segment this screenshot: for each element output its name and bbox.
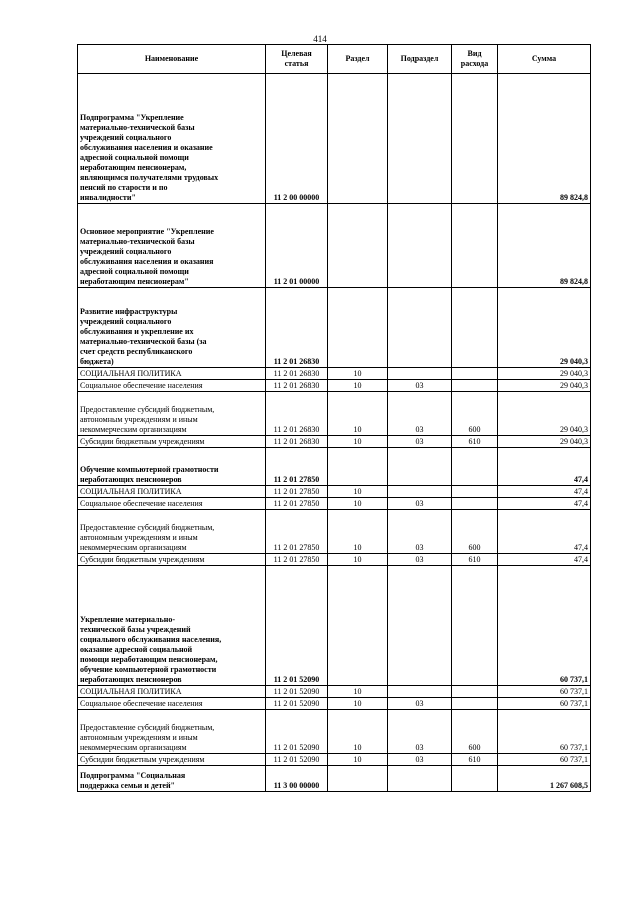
header-type: Вид расхода xyxy=(452,45,498,74)
row-name: Подпрограмма "Социальная поддержка семьи и детей" xyxy=(78,766,266,792)
row-amount: 60 737,1 xyxy=(498,698,591,710)
budget-table xyxy=(77,44,591,792)
row-amount: 47,4 xyxy=(498,486,591,498)
table-row xyxy=(78,510,591,554)
row-name: Предоставление субсидий бюджетным, автономным учреждениям и иным некоммерческим организациям xyxy=(78,392,266,436)
row-target: 11 2 01 27850 xyxy=(266,510,328,554)
table-row xyxy=(78,486,591,498)
table-row xyxy=(78,554,591,566)
row-amount: 29 040,3 xyxy=(498,288,591,368)
row-subsection xyxy=(388,566,452,686)
row-subsection: 03 xyxy=(388,392,452,436)
row-amount: 29 040,3 xyxy=(498,392,591,436)
row-subsection: 03 xyxy=(388,510,452,554)
row-amount: 89 824,8 xyxy=(498,74,591,204)
row-target: 11 2 01 52090 xyxy=(266,686,328,698)
table-row xyxy=(78,436,591,448)
row-type: 610 xyxy=(452,436,498,448)
row-name: Подпрограмма "Укрепление материально-технической базы учреждений социального обслуживания населения и оказание адресной социальной помощи неработающим пенсионерам, являющимся получателями трудовых пенсий по старости и по инвалидности" xyxy=(78,74,266,204)
header-section: Раздел xyxy=(328,45,388,74)
row-section: 10 xyxy=(328,710,388,754)
row-type xyxy=(452,448,498,486)
row-name: Предоставление субсидий бюджетным, автономным учреждениям и иным некоммерческим организациям xyxy=(78,710,266,754)
row-section xyxy=(328,288,388,368)
row-type xyxy=(452,204,498,288)
table-row xyxy=(78,498,591,510)
row-type xyxy=(452,498,498,510)
row-section xyxy=(328,204,388,288)
row-subsection xyxy=(388,486,452,498)
row-subsection xyxy=(388,288,452,368)
row-name: СОЦИАЛЬНАЯ ПОЛИТИКА xyxy=(78,686,266,698)
row-amount: 60 737,1 xyxy=(498,754,591,766)
row-subsection xyxy=(388,686,452,698)
row-name: Укрепление материально- технической базы учреждений социального обслуживания населения, оказание адресной социальной помощи неработающим пенсионерам, обучение компьютерной грамотности неработающих пенсионеров xyxy=(78,566,266,686)
row-target: 11 2 01 26830 xyxy=(266,436,328,448)
row-subsection: 03 xyxy=(388,554,452,566)
row-target: 11 2 01 52090 xyxy=(266,710,328,754)
row-section: 10 xyxy=(328,436,388,448)
row-target: 11 2 00 00000 xyxy=(266,74,328,204)
row-section: 10 xyxy=(328,554,388,566)
row-amount: 47,4 xyxy=(498,448,591,486)
row-name: Социальное обеспечение населения xyxy=(78,698,266,710)
row-section: 10 xyxy=(328,392,388,436)
row-name: СОЦИАЛЬНАЯ ПОЛИТИКА xyxy=(78,486,266,498)
row-subsection xyxy=(388,368,452,380)
row-section: 10 xyxy=(328,698,388,710)
row-target: 11 2 01 26830 xyxy=(266,368,328,380)
row-target: 11 2 01 52090 xyxy=(266,754,328,766)
row-amount: 89 824,8 xyxy=(498,204,591,288)
table-row xyxy=(78,288,591,368)
row-name: Предоставление субсидий бюджетным, автономным учреждениям и иным некоммерческим организациям xyxy=(78,510,266,554)
row-type: 600 xyxy=(452,510,498,554)
row-target: 11 2 01 52090 xyxy=(266,698,328,710)
row-subsection: 03 xyxy=(388,436,452,448)
row-type xyxy=(452,566,498,686)
row-amount: 60 737,1 xyxy=(498,566,591,686)
page-number: 414 xyxy=(313,34,327,44)
row-name: Субсидии бюджетным учреждениям xyxy=(78,554,266,566)
row-section xyxy=(328,766,388,792)
row-type xyxy=(452,74,498,204)
row-type xyxy=(452,686,498,698)
table-row xyxy=(78,204,591,288)
header-amount: Сумма xyxy=(498,45,591,74)
row-subsection: 03 xyxy=(388,698,452,710)
row-amount: 47,4 xyxy=(498,554,591,566)
table-row xyxy=(78,710,591,754)
row-target: 11 2 01 27850 xyxy=(266,486,328,498)
row-name: Субсидии бюджетным учреждениям xyxy=(78,754,266,766)
table-row xyxy=(78,392,591,436)
row-section xyxy=(328,566,388,686)
row-target: 11 2 01 27850 xyxy=(266,448,328,486)
row-type: 610 xyxy=(452,554,498,566)
row-target: 11 2 01 27850 xyxy=(266,498,328,510)
header-name: Наименование xyxy=(78,45,266,74)
row-name: Основное мероприятие "Укрепление материально-технической базы учреждений социального обслуживания населения и оказания адресной социальной помощи неработающим пенсионерам" xyxy=(78,204,266,288)
row-type xyxy=(452,368,498,380)
row-type xyxy=(452,288,498,368)
row-amount: 47,4 xyxy=(498,498,591,510)
row-name: Субсидии бюджетным учреждениям xyxy=(78,436,266,448)
table-row xyxy=(78,686,591,698)
row-type xyxy=(452,766,498,792)
row-target: 11 2 01 26830 xyxy=(266,380,328,392)
row-amount: 60 737,1 xyxy=(498,710,591,754)
row-amount: 47,4 xyxy=(498,510,591,554)
row-type xyxy=(452,380,498,392)
row-subsection xyxy=(388,74,452,204)
row-section: 10 xyxy=(328,486,388,498)
row-section: 10 xyxy=(328,368,388,380)
header-target: Целевая статья xyxy=(266,45,328,74)
row-type: 600 xyxy=(452,710,498,754)
row-type xyxy=(452,486,498,498)
row-name: Социальное обеспечение населения xyxy=(78,498,266,510)
row-type: 610 xyxy=(452,754,498,766)
row-section: 10 xyxy=(328,510,388,554)
row-amount: 29 040,3 xyxy=(498,380,591,392)
table-row xyxy=(78,368,591,380)
row-target: 11 2 01 52090 xyxy=(266,566,328,686)
row-section: 10 xyxy=(328,686,388,698)
row-target: 11 2 01 26830 xyxy=(266,392,328,436)
table-row xyxy=(78,448,591,486)
row-name: Развитие инфраструктуры учреждений социального обслуживания и укрепление их материально-технической базы (за счет средств республиканского бюджета) xyxy=(78,288,266,368)
row-target: 11 2 01 27850 xyxy=(266,554,328,566)
row-name: СОЦИАЛЬНАЯ ПОЛИТИКА xyxy=(78,368,266,380)
row-name: Обучение компьютерной грамотности неработающих пенсионеров xyxy=(78,448,266,486)
row-target: 11 3 00 00000 xyxy=(266,766,328,792)
row-subsection xyxy=(388,448,452,486)
table-row xyxy=(78,380,591,392)
row-amount: 60 737,1 xyxy=(498,686,591,698)
table-row xyxy=(78,74,591,204)
row-type: 600 xyxy=(452,392,498,436)
row-type xyxy=(452,698,498,710)
row-subsection: 03 xyxy=(388,710,452,754)
header-row xyxy=(78,45,591,74)
row-subsection xyxy=(388,766,452,792)
header-subsection: Подраздел xyxy=(388,45,452,74)
row-subsection: 03 xyxy=(388,754,452,766)
row-subsection xyxy=(388,204,452,288)
row-section xyxy=(328,74,388,204)
table-row xyxy=(78,754,591,766)
table-row xyxy=(78,566,591,686)
row-amount: 29 040,3 xyxy=(498,436,591,448)
row-subsection: 03 xyxy=(388,498,452,510)
table-body xyxy=(78,74,591,792)
row-section: 10 xyxy=(328,498,388,510)
row-target: 11 2 01 00000 xyxy=(266,204,328,288)
row-amount: 1 267 608,5 xyxy=(498,766,591,792)
row-section: 10 xyxy=(328,754,388,766)
row-section xyxy=(328,448,388,486)
row-target: 11 2 01 26830 xyxy=(266,288,328,368)
table-row xyxy=(78,698,591,710)
row-name: Социальное обеспечение населения xyxy=(78,380,266,392)
row-section: 10 xyxy=(328,380,388,392)
row-subsection: 03 xyxy=(388,380,452,392)
table-row xyxy=(78,766,591,792)
row-amount: 29 040,3 xyxy=(498,368,591,380)
